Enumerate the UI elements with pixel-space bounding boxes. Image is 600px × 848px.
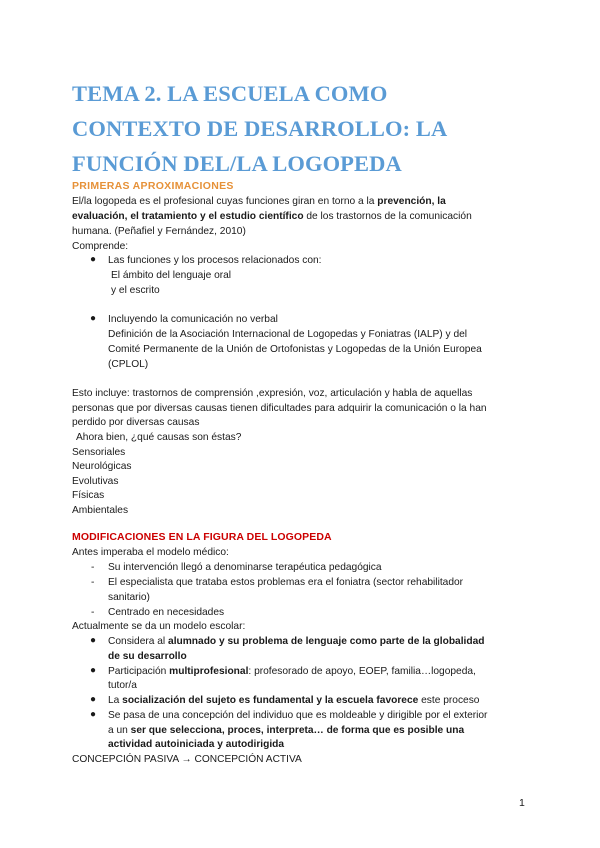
paragraph-line: Esto incluye: trastornos de comprensión ,expresión, voz, articulación y habla de aquellas — [72, 388, 473, 399]
paragraph-line — [72, 210, 472, 225]
cause-item: Físicas — [72, 490, 105, 501]
section-heading-primeras: PRIMERAS APROXIMACIONES — [72, 180, 234, 192]
list-item-cont — [108, 724, 464, 739]
paragraph-line: Actualmente se da un modelo escolar: — [72, 621, 246, 632]
list-item — [108, 635, 484, 650]
title-line-1: TEMA 2. LA ESCUELA COMO — [72, 81, 388, 106]
list-item-cont: sanitario) — [108, 592, 150, 603]
bullet-dot: ● — [90, 313, 97, 324]
text-run: de los trastornos de la comunicación — [303, 211, 472, 222]
text-run: El/la logopeda es el profesional cuyas funciones giran en torno a la — [72, 196, 378, 207]
list-item-cont: (CPLOL) — [108, 359, 149, 370]
list-item-cont: tutor/a — [108, 680, 137, 691]
list-item-cont: de su desarrollo — [108, 651, 187, 662]
text-run: Considera al — [108, 636, 169, 647]
list-item-cont: Definición de la Asociación Internacional de Logopedas y Foniatras (IALP) y del — [108, 329, 468, 340]
paragraph-line: perdido por diversas causas — [72, 417, 200, 428]
dash-marker: - — [91, 607, 95, 618]
title-line-3: FUNCIÓN DEL/LA LOGOPEDA — [72, 151, 402, 176]
page-number: 1 — [519, 797, 525, 809]
text-run: La — [108, 695, 123, 706]
bold-run: ser que selecciona, proces, interpreta… de forma que es posible una — [130, 725, 465, 736]
bold-run: evaluación, el tratamiento y el estudio científico — [72, 211, 304, 222]
bullet-dot: ● — [90, 709, 97, 720]
cause-item: Neurológicas — [72, 461, 132, 472]
cause-item: Evolutivas — [72, 476, 119, 487]
list-item-cont: Comité Permanente de la Unión de Ortofonistas y Logopedas de la Unión Europea — [108, 344, 482, 355]
bold-run: alumnado y su problema de lenguaje como parte de la globalidad — [168, 636, 485, 647]
list-item: Incluyendo la comunicación no verbal — [108, 314, 278, 325]
text-run: Participación — [108, 666, 170, 677]
list-item-cont: actividad autoiniciada y autodirigida — [108, 739, 285, 750]
paragraph-line: Comprende: — [72, 241, 129, 252]
bullet-dot: ● — [90, 254, 97, 265]
cause-item: Ambientales — [72, 505, 129, 516]
bullet-dot: ● — [90, 665, 97, 676]
list-item — [108, 694, 479, 709]
dash-marker: - — [91, 577, 95, 588]
list-item-cont: El ámbito del lenguaje oral — [111, 270, 232, 281]
bold-run: multiprofesional — [169, 666, 249, 677]
page-title — [72, 76, 542, 181]
paragraph-line: Antes imperaba el modelo médico: — [72, 547, 229, 558]
text-run: este proceso — [418, 695, 480, 706]
list-item: Su intervención llegó a denominarse terapéutica pedagógica — [108, 562, 382, 573]
bullet-dot: ● — [90, 694, 97, 705]
text-run: : profesorado de apoyo, EOEP, familia…logopeda, — [248, 666, 476, 677]
list-item — [108, 665, 476, 680]
paragraph-line: humana. (Peñafiel y Fernández, 2010) — [72, 226, 246, 237]
list-item: El especialista que trataba estos problemas era el foniatra (sector rehabilitador — [108, 577, 464, 588]
bold-run: prevención, la — [377, 196, 446, 207]
bullet-dot: ● — [90, 635, 97, 646]
concept-shift-line: CONCEPCIÓN PASIVA → CONCEPCIÓN ACTIVA — [72, 754, 302, 765]
paragraph-line — [72, 195, 446, 210]
text-run: a un — [108, 725, 131, 736]
paragraph-line: personas que por diversas causas tienen dificultades para adquirir la comunicación o la han — [72, 403, 487, 414]
dash-marker: - — [91, 562, 95, 573]
bold-run: socialización del sujeto es fundamental y la escuela favorece — [122, 695, 419, 706]
paragraph-line: Ahora bien, ¿qué causas son éstas? — [76, 432, 242, 443]
list-item-cont: y el escrito — [111, 285, 160, 296]
title-line-2: CONTEXTO DE DESARROLLO: LA — [72, 116, 448, 141]
cause-item: Sensoriales — [72, 447, 126, 458]
section-heading-modificaciones: MODIFICACIONES EN LA FIGURA DEL LOGOPEDA — [72, 531, 332, 543]
list-item: Centrado en necesidades — [108, 607, 225, 618]
list-item: Las funciones y los procesos relacionados con: — [108, 255, 322, 266]
list-item: Se pasa de una concepción del individuo que es moldeable y dirigible por el exterior — [108, 710, 488, 721]
